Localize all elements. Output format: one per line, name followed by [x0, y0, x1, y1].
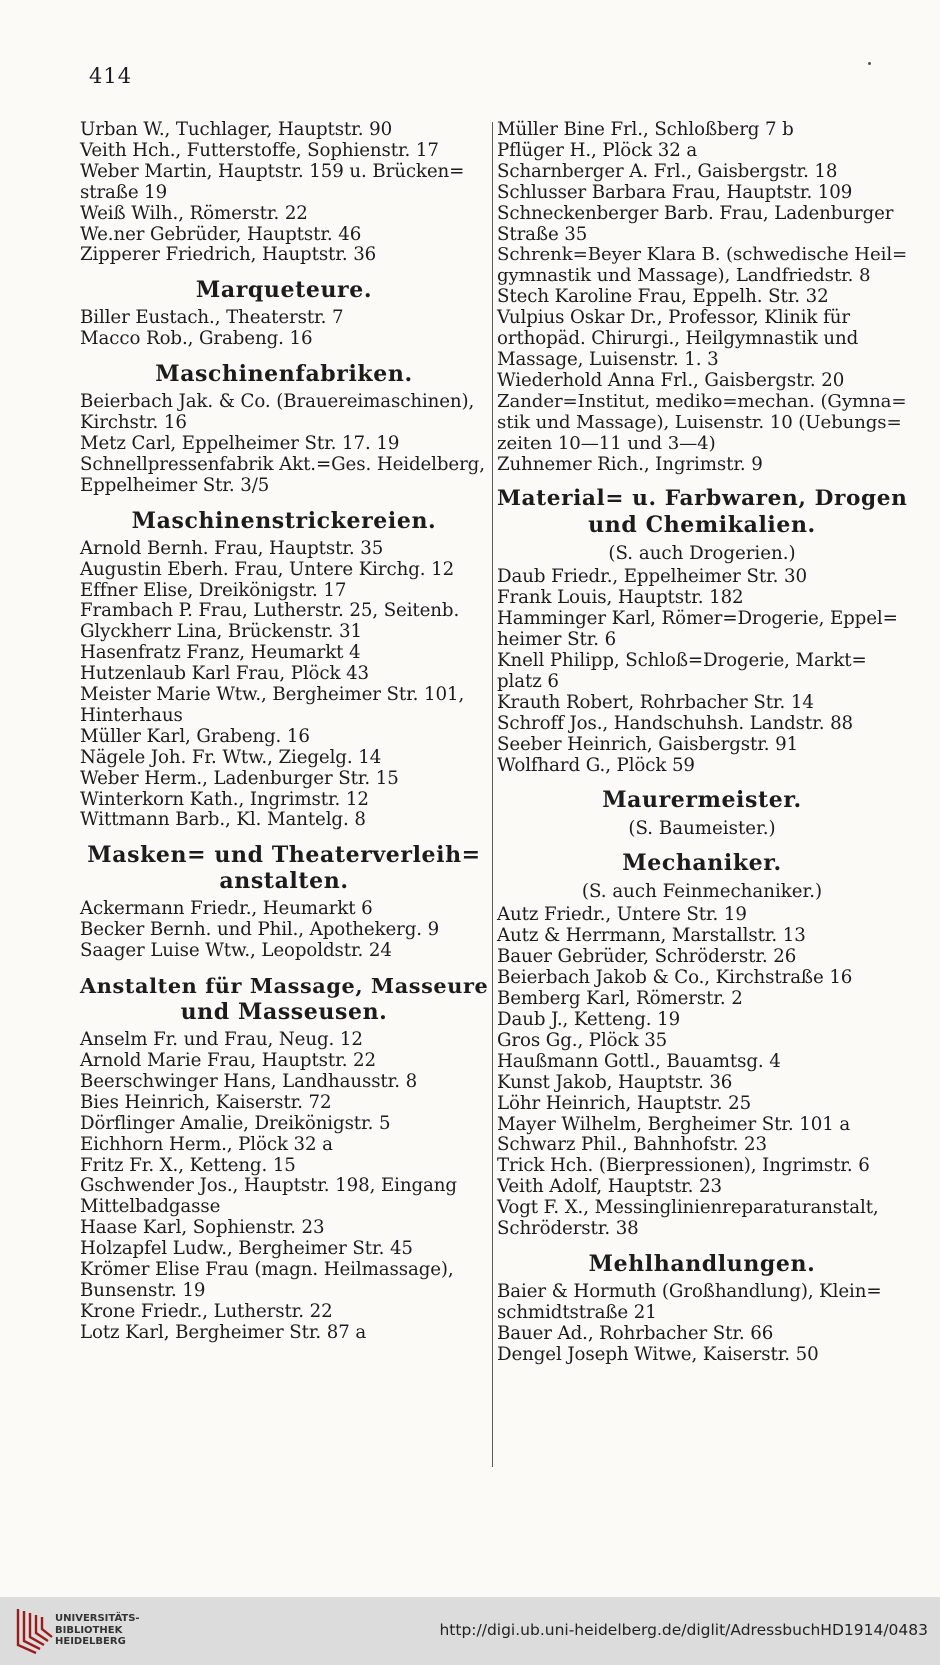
entry-line: Effner Elise, Dreikönigstr. 17 [80, 579, 347, 601]
directory-entry [497, 567, 907, 588]
entry-line: Biller Eustach., Theaterstr. 7 [80, 307, 344, 329]
entry-line: Urban W., Tuchlager, Hauptstr. 90 [80, 119, 393, 140]
cross-reference-note [497, 543, 907, 564]
entry-line: Krömer Elise Frau (magn. Heilmassage), [80, 1259, 454, 1281]
entry-line: Weber Martin, Hauptstr. 159 u. Brücken= [80, 160, 465, 182]
entry-line: Wittmann Barb., Kl. Mantelg. 8 [80, 809, 366, 831]
directory-entry [497, 120, 907, 141]
entry-line: Krauth Robert, Rohrbacher Str. 14 [497, 691, 814, 713]
entry-line: Schroff Jos., Handschuhsh. Landstr. 88 [497, 712, 854, 734]
directory-entry [80, 1030, 488, 1051]
entry-line: Hinterhaus [80, 704, 183, 726]
entry-line: Vogt F. X., Messinglinienreparaturanstalt, [497, 1197, 879, 1219]
directory-entry [80, 1072, 488, 1093]
directory-entry [80, 1218, 488, 1239]
entry-line: Eppelheimer Str. 3/5 [80, 474, 270, 496]
note-line: (S. Baumeister.) [628, 818, 776, 840]
directory-entry [80, 1239, 488, 1260]
entry-line: Veith Hch., Futterstoffe, Sophienstr. 17 [80, 139, 439, 161]
source-url-link[interactable]: http://digi.ub.uni-heidelberg.de/diglit/AdressbuchHD1914/0483 [439, 1621, 928, 1639]
heading-line: Material= u. Farbwaren, Drogen [497, 486, 908, 512]
heading-line: Marqueteure. [195, 277, 373, 304]
directory-entry [80, 1302, 488, 1323]
directory-entry [497, 968, 907, 989]
entry-line: Kirchstr. 16 [80, 412, 187, 434]
directory-entry [80, 664, 488, 685]
entry-line: Haußmann Gottl., Bauamtsg. 4 [497, 1050, 781, 1072]
section-heading [80, 973, 488, 1025]
directory-entry [497, 1177, 907, 1198]
heading-line: Maurermeister. [602, 787, 802, 814]
directory-entry [80, 727, 488, 748]
directory-entry [80, 601, 488, 622]
directory-entry [497, 926, 907, 947]
viewer-footer [0, 1597, 940, 1665]
directory-entry [80, 1051, 488, 1072]
library-name-line: UNIVERSITÄTS- [55, 1613, 140, 1624]
directory-entry [497, 1345, 907, 1366]
entry-line: Mayer Wilhelm, Bergheimer Str. 101 a [497, 1113, 851, 1135]
directory-entry [80, 434, 488, 455]
ink-speck [868, 62, 871, 65]
section-heading [497, 850, 907, 876]
entry-line: Wolfhard G., Plöck 59 [497, 754, 695, 776]
entry-line: Beerschwinger Hans, Landhausstr. 8 [80, 1070, 418, 1092]
entry-line: Anselm Fr. und Frau, Neug. 12 [80, 1029, 363, 1051]
entry-line: Müller Karl, Grabeng. 16 [80, 725, 310, 747]
directory-entry [80, 225, 488, 246]
right-column [497, 120, 907, 1366]
entry-line: Becker Bernh. und Phil., Apothekerg. 9 [80, 919, 440, 941]
directory-entry [80, 899, 488, 920]
entry-line: Winterkorn Kath., Ingrimstr. 12 [80, 788, 369, 810]
entry-line: Saager Luise Wtw., Leopoldstr. 24 [80, 940, 392, 962]
directory-entry [497, 989, 907, 1010]
entry-line: Dörflinger Amalie, Dreikönigstr. 5 [80, 1112, 391, 1134]
heading-line: und Masseusen. [180, 999, 388, 1026]
directory-entry [80, 120, 488, 141]
entry-line: Weiß Wilh., Römerstr. 22 [80, 202, 308, 224]
note-line: (S. auch Feinmechaniker.) [581, 881, 823, 903]
library-name-line: BIBLIOTHEK [55, 1624, 123, 1636]
entry-line: Augustin Eberh. Frau, Untere Kirchg. 12 [80, 558, 455, 580]
directory-entry [80, 1176, 488, 1218]
entry-line: Hutzenlaub Karl Frau, Plöck 43 [80, 663, 370, 685]
directory-entry [497, 204, 907, 246]
entry-line: orthopäd. Chirurgi., Heilgymnastik und [497, 328, 859, 350]
entry-line: Eichhorn Herm., Plöck 32 a [80, 1133, 333, 1155]
directory-entry [497, 1282, 907, 1324]
left-column [80, 120, 488, 1344]
entry-line: Scharnberger A. Frl., Gaisbergstr. 18 [497, 160, 838, 182]
directory-entry [497, 308, 907, 371]
directory-entry [497, 947, 907, 968]
directory-entry [497, 392, 907, 455]
entry-line: Schnellpressenfabrik Akt.=Ges. Heidelberg, [80, 453, 485, 475]
entry-line: heimer Str. 6 [497, 629, 617, 651]
directory-entry [80, 810, 488, 831]
entry-line: Frank Louis, Hauptstr. 182 [497, 587, 744, 609]
directory-entry [497, 183, 907, 204]
entry-line: Mittelbadgasse [80, 1196, 221, 1218]
directory-entry [497, 141, 907, 162]
directory-entry [497, 693, 907, 714]
directory-entry [497, 756, 907, 777]
entry-line: Beierbach Jak. & Co. (Brauereimaschinen), [80, 391, 475, 413]
directory-entry [80, 329, 488, 350]
directory-entry [80, 392, 488, 434]
entry-line: Schneckenberger Barb. Frau, Ladenburger [497, 202, 894, 224]
directory-entry [80, 1156, 488, 1177]
directory-entry [497, 609, 907, 651]
entry-line: Bunsenstr. 19 [80, 1279, 206, 1301]
directory-entry [497, 1010, 907, 1031]
entry-line: Kunst Jakob, Hauptstr. 36 [497, 1071, 733, 1093]
directory-entry [497, 455, 907, 476]
entry-line: Bauer Ad., Rohrbacher Str. 66 [497, 1322, 774, 1344]
entry-line: Baier & Hormuth (Großhandlung), Klein= [497, 1280, 882, 1302]
cross-reference-note [497, 881, 907, 902]
directory-entry [497, 905, 907, 926]
entry-line: Gschwender Jos., Hauptstr. 198, Eingang [80, 1175, 457, 1197]
entry-line: Haase Karl, Sophienstr. 23 [80, 1217, 325, 1239]
entry-line: Beierbach Jakob & Co., Kirchstraße 16 [497, 967, 853, 989]
entry-line: Autz Friedr., Untere Str. 19 [497, 904, 747, 926]
library-name [55, 1613, 140, 1648]
directory-entry [80, 622, 488, 643]
directory-entry [80, 1260, 488, 1302]
page-number: 414 [89, 64, 133, 88]
heading-line: und Chemikalien. [588, 512, 816, 539]
entry-line: Schröderstr. 38 [497, 1218, 639, 1240]
entry-line: Löhr Heinrich, Hauptstr. 25 [497, 1092, 752, 1114]
directory-entry [80, 1093, 488, 1114]
entry-line: Massage, Luisenstr. 1. 3 [497, 348, 719, 370]
entry-line: Macco Rob., Grabeng. 16 [80, 328, 313, 350]
entry-line: Knell Philipp, Schloß=Drogerie, Markt= [497, 650, 867, 672]
heading-line: Mehlhandlungen. [588, 1250, 816, 1277]
directory-entry [497, 1094, 907, 1115]
directory-entry [497, 287, 907, 308]
directory-entry [80, 204, 488, 225]
directory-entry [80, 455, 488, 497]
entry-line: Zipperer Friedrich, Hauptstr. 36 [80, 244, 377, 266]
entry-line: Wiederhold Anna Frl., Gaisbergstr. 20 [497, 369, 845, 391]
directory-entry [80, 748, 488, 769]
directory-entry [80, 1114, 488, 1135]
entry-line: Nägele Joh. Fr. Wtw., Ziegelg. 14 [80, 746, 382, 768]
heading-line: Masken= und Theaterverleih= [87, 842, 481, 869]
directory-entry [80, 539, 488, 560]
directory-entry [497, 1031, 907, 1052]
heading-line: Mechaniker. [622, 850, 782, 877]
entry-line: Metz Carl, Eppelheimer Str. 17. 19 [80, 432, 400, 454]
section-heading [80, 842, 488, 894]
entry-line: Daub Friedr., Eppelheimer Str. 30 [497, 566, 807, 588]
directory-entry [80, 560, 488, 581]
entry-line: Arnold Marie Frau, Hauptstr. 22 [80, 1050, 376, 1071]
entry-line: Gros Gg., Plöck 35 [497, 1029, 668, 1051]
entry-line: gymnastik und Massage), Landfriedstr. 8 [497, 265, 871, 287]
entry-line: We.ner Gebrüder, Hauptstr. 46 [80, 223, 362, 245]
section-heading [497, 486, 907, 538]
directory-entry [497, 714, 907, 735]
directory-entry [80, 581, 488, 602]
section-heading [497, 1251, 907, 1277]
library-name-line: HEIDELBERG [55, 1636, 126, 1647]
directory-entry [497, 651, 907, 693]
entry-line: Bies Heinrich, Kaiserstr. 72 [80, 1091, 332, 1113]
directory-entry [80, 643, 488, 664]
directory-entry [497, 1052, 907, 1073]
entry-line: Weber Herm., Ladenburger Str. 15 [80, 767, 399, 789]
entry-line: Fritz Fr. X., Ketteng. 15 [80, 1154, 296, 1176]
entry-line: Glyckherr Lina, Brückenstr. 31 [80, 621, 362, 643]
entry-line: Meister Marie Wtw., Bergheimer Str. 101, [80, 684, 465, 706]
directory-entry [80, 308, 488, 329]
directory-entry [497, 1324, 907, 1345]
directory-entry [497, 1198, 907, 1240]
entry-line: Stech Karoline Frau, Eppelh. Str. 32 [497, 286, 829, 308]
directory-entry [80, 1323, 488, 1344]
directory-entry [497, 1073, 907, 1094]
heading-line: Maschinenfabriken. [155, 361, 413, 388]
directory-entry [497, 735, 907, 756]
entry-line: Zuhnemer Rich., Ingrimstr. 9 [497, 453, 763, 475]
entry-line: Vulpius Oskar Dr., Professor, Klinik für [497, 307, 850, 329]
directory-entry [497, 588, 907, 609]
heading-line: Maschinenstrickereien. [131, 507, 437, 534]
directory-entry [497, 1135, 907, 1156]
entry-line: Zander=Institut, mediko=mechan. (Gymna= [497, 390, 907, 412]
directory-entry [80, 920, 488, 941]
entry-line: zeiten 10—11 und 3—4) [497, 432, 716, 454]
heading-line: Anstalten für Massage, Masseure [80, 973, 489, 999]
directory-entry [497, 162, 907, 183]
entry-line: Holzapfel Ludw., Bergheimer Str. 45 [80, 1238, 413, 1260]
directory-entry [80, 141, 488, 162]
directory-entry [80, 162, 488, 204]
entry-line: Frambach P. Frau, Lutherstr. 25, Seitenb. [80, 600, 460, 622]
section-heading [80, 361, 488, 387]
entry-line: Veith Adolf, Hauptstr. 23 [497, 1176, 722, 1198]
cross-reference-note [497, 818, 907, 839]
entry-line: schmidtstraße 21 [497, 1301, 657, 1323]
entry-line: Schwarz Phil., Bahnhofstr. 23 [497, 1134, 767, 1156]
entry-line: Ackermann Friedr., Heumarkt 6 [80, 898, 373, 920]
entry-line: Müller Bine Frl., Schloßberg 7 b [497, 119, 794, 140]
entry-line: Daub J., Ketteng. 19 [497, 1009, 681, 1030]
entry-line: Straße 35 [497, 223, 588, 245]
entry-line: Seeber Heinrich, Gaisbergstr. 91 [497, 733, 799, 755]
section-heading [80, 508, 488, 534]
directory-entry [80, 769, 488, 790]
entry-line: Schrenk=Beyer Klara B. (schwedische Heil= [497, 244, 908, 266]
entry-line: Trick Hch. (Bierpressionen), Ingrimstr. 6 [497, 1155, 870, 1177]
section-heading [497, 787, 907, 813]
entry-line: Hasenfratz Franz, Heumarkt 4 [80, 642, 361, 664]
entry-line: Bauer Gebrüder, Schröderstr. 26 [497, 946, 797, 968]
directory-entry [497, 1156, 907, 1177]
entry-line: Lotz Karl, Bergheimer Str. 87 a [80, 1321, 367, 1343]
directory-entry [80, 685, 488, 727]
entry-line: straße 19 [80, 181, 168, 203]
column-divider [492, 122, 493, 1467]
entry-line: platz 6 [497, 670, 559, 692]
directory-entry [497, 371, 907, 392]
entry-line: Dengel Joseph Witwe, Kaiserstr. 50 [497, 1343, 819, 1365]
directory-entry [497, 1115, 907, 1136]
entry-line: Autz & Herrmann, Marstallstr. 13 [497, 925, 806, 947]
note-line: (S. auch Drogerien.) [608, 543, 796, 565]
entry-line: Pflüger H., Plöck 32 a [497, 139, 698, 161]
section-heading [80, 277, 488, 303]
directory-entry [80, 941, 488, 962]
directory-entry [80, 790, 488, 811]
directory-entry [80, 245, 488, 266]
entry-line: Krone Friedr., Lutherstr. 22 [80, 1300, 333, 1322]
entry-line: Schlusser Barbara Frau, Hauptstr. 109 [497, 181, 853, 203]
entry-line: Hamminger Karl, Römer=Drogerie, Eppel= [497, 608, 898, 630]
heading-line: anstalten. [219, 868, 349, 895]
directory-entry [80, 1135, 488, 1156]
entry-line: Bemberg Karl, Römerstr. 2 [497, 988, 743, 1010]
entry-line: Arnold Bernh. Frau, Hauptstr. 35 [80, 537, 384, 559]
directory-entry [497, 245, 907, 287]
entry-line: stik und Massage), Luisenstr. 10 (Uebungs= [497, 411, 902, 433]
